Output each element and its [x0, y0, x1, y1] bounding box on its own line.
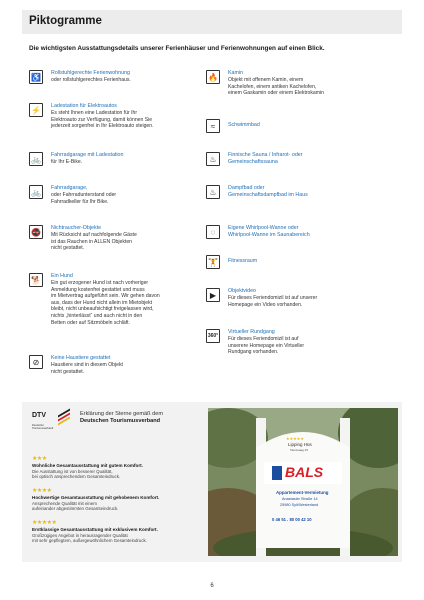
feature-desc: Für dieses Feriendomizil ist auf unserere Homepage ein Virtueller Rundgang vorhanden. — [228, 336, 305, 356]
wheelchair-icon: ♿ — [29, 70, 43, 84]
sign-name: Lipping Hüs — [288, 442, 312, 447]
dog-icon: 🐕 — [29, 273, 43, 287]
dtv-explanation-line2: Deutschen Tourismusverband — [80, 418, 161, 424]
fireplace-icon: 🔥 — [206, 70, 220, 84]
ev-charger-icon: ⚡ — [29, 103, 43, 117]
sauna-icon: ♨ — [206, 152, 220, 166]
bals-logo-text: BALS — [285, 464, 324, 480]
no-pets-icon: ⊘ — [29, 355, 43, 369]
virtual-tour-icon: 360° — [206, 329, 220, 343]
house-sign-illustration — [208, 408, 398, 556]
rating-desc: Die Ausstattung ist von besserer Qualität, bei optisch ansprechendem Gesamteindruck. — [32, 469, 121, 480]
sign-line-2: Anastasier Straße 14 — [282, 497, 318, 501]
page-subtitle: Die wichtigsten Ausstattungsdetails unserer Ferienhäuser und Ferienwohnungen auf einen Blick. — [29, 45, 325, 52]
feature-title: Keine Haustiere gestattet — [51, 355, 111, 361]
feature-title: Dampfbad oder Gemeinschaftsdampfbad im Haus — [228, 185, 308, 198]
feature-title: Ein Hund — [51, 273, 73, 279]
house-sign-photo — [208, 408, 398, 556]
feature-title: Kamin — [228, 70, 244, 76]
feature-desc: Es steht Ihnen eine Ladestation für Ihr Elektroauto zur Verfügung, damit können Sie jederzeit sorgenfrei in Ihr Elektroauto steigen. — [51, 110, 154, 130]
bals-logo-mark — [272, 466, 282, 480]
rating-stars-5: ★★★★★ — [32, 520, 57, 526]
rating-title: Erstklassige Gesamtausstattung mit exklusivem Komfort. — [32, 527, 158, 532]
sign-address-small: Kleinwaag 45 — [290, 448, 309, 452]
feature-title: Nichtraucher-Objekte — [51, 225, 102, 231]
feature-title: Schwimmbad — [228, 122, 260, 128]
feature-desc: für Ihr E-Bike. — [51, 159, 83, 165]
dtv-explanation — [80, 411, 163, 425]
feature-title: Objektvideo — [228, 288, 256, 294]
bike-charging-icon: 🚲 — [29, 152, 43, 166]
feature-title: Eigene Whirlpool-Wanne oder Whirlpool-Wanne im Saunabereich — [228, 225, 310, 238]
sign-line-3: 25980 Sylt/Westerland — [280, 503, 319, 507]
feature-title: Fahrradgarage, — [51, 185, 88, 191]
bike-garage-icon: 🚲 — [29, 185, 43, 199]
feature-title: Ladestation für Elektroautos — [51, 103, 117, 109]
feature-title: Finnische Sauna / Infrarot- oder Gemeinschaftssauna — [228, 152, 303, 165]
dtv-explanation-line1: Erklärung der Sterne gemäß dem — [80, 411, 164, 417]
rating-title: Wohnliche Gesamtausstattung mit gutem Komfort. — [32, 463, 143, 468]
feature-desc: oder rollstuhlgerechtes Ferienhaus. — [51, 77, 131, 83]
feature-desc: Für dieses Feriendomizil ist auf unserer Homepage ein Video vorhanden. — [228, 295, 318, 308]
feature-title: Rollstuhlgerechte Ferienwohnung — [51, 70, 130, 76]
dtv-logo: DTV — [32, 412, 46, 419]
feature-title: Fitnessraum — [228, 258, 258, 264]
feature-title: Virtueller Rundgang — [228, 329, 275, 335]
feature-desc: Objekt mit offenem Kamin, einem Kachelofen, einem antiken Kachelofen, einem Gaskamin oder einem Elektrokamin — [228, 77, 324, 97]
rating-desc: Ansprechende Qualität mit einem aufeinander abgestimmten Gesamteindruck. — [32, 501, 119, 512]
feature-desc: Haustiere sind in diesem Objekt nicht gestattet. — [51, 362, 123, 375]
whirlpool-icon: ◌ — [206, 225, 220, 239]
rating-title: Hochwertige Gesamtausstattung mit gehobenem Komfort. — [32, 495, 160, 500]
feature-desc: Ein gut erzogener Hund ist nach vorheriger Anmeldung kostenfrei gestattet und muss im Mietvertrag aufgeführt sein. Wir gehen davon aus, dass der Hund nicht allein im Mietobjekt bleibt, nicht unbeaufsichtigt freigelassen wird, nichts „hinterlässt“ und auch nicht in den Betten oder auf Sitzmöbeln schläft. — [51, 280, 160, 326]
sign-stars: ★★★★★ — [286, 436, 304, 441]
pool-icon: ≈ — [206, 119, 220, 133]
rating-stars-3: ★★★ — [32, 456, 47, 462]
sign-phone: 0 46 51 . 80 00 42 10 — [272, 517, 312, 522]
steam-bath-icon: ♨ — [206, 185, 220, 199]
feature-desc: Mit Rücksicht auf nachfolgende Gäste ist das Rauchen in ALLEN Objekten nicht gestattet. — [51, 232, 137, 252]
no-smoking-icon: 🚭 — [29, 225, 43, 239]
page-number: 6 — [210, 583, 214, 589]
sign-line-1: Appartement-Vermietung — [276, 490, 329, 495]
rating-desc: Großzügiges Angebot in herausragender Qualität mit sehr gepflegtem, außergewöhnlichem Gesamteindruck. — [32, 533, 147, 544]
feature-title: Fahrradgarage mit Ladestation — [51, 152, 124, 158]
dtv-logo-subtitle: Deutscher Tourismusverband — [32, 424, 54, 431]
dtv-logo-stripes — [58, 410, 70, 428]
fitness-icon: 🏋 — [206, 255, 220, 269]
video-icon: ▶ — [206, 288, 220, 302]
feature-desc: oder Fahrradunterstand oder Fahrradkeller für Ihr Bike. — [51, 192, 117, 205]
page-title: Piktogramme — [29, 15, 102, 27]
rating-stars-4: ★★★★ — [32, 488, 52, 494]
